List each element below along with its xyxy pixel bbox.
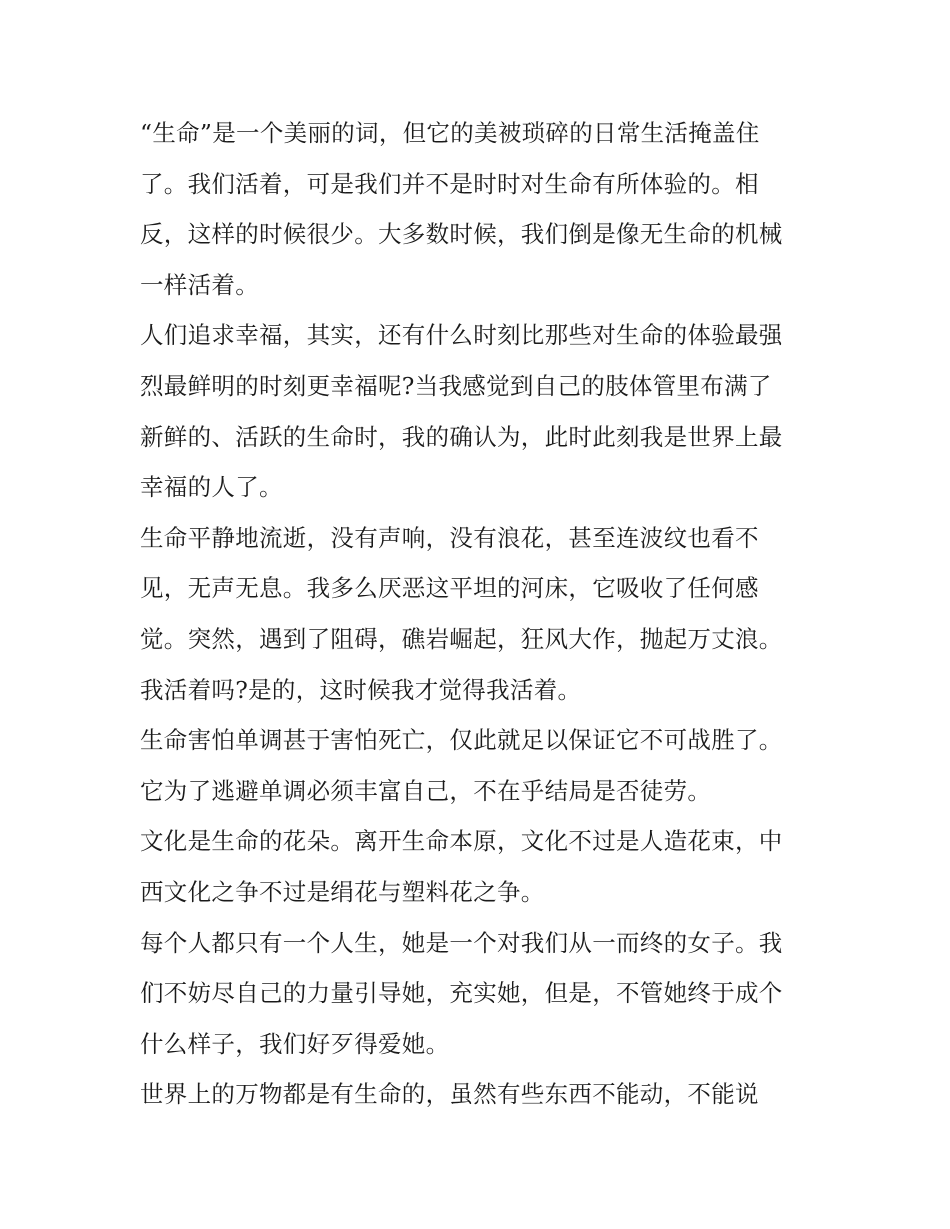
text-line-15: 文化是生命的花朵。离开生命本原，文化不过是人造花束，中 xyxy=(140,827,783,856)
text-line-19: 什么样子，我们好歹得爱她。 xyxy=(140,1029,450,1058)
body-text xyxy=(140,108,820,1120)
text-line-20: 世界上的万物都是有生命的，虽然有些东西不能动，不能说 xyxy=(140,1080,759,1109)
text-line-3: 反，这样的时候很少。大多数时候，我们倒是像无生命的机械 xyxy=(140,220,783,249)
text-line-17: 每个人都只有一个人生，她是一个对我们从一而终的女子。我 xyxy=(140,928,783,957)
text-line-6: 烈最鲜明的时刻更幸福呢?当我感觉到自己的肢体管里布满了 xyxy=(140,371,772,400)
text-line-2: 了。我们活着，可是我们并不是时时对生命有所体验的。相 xyxy=(140,169,759,198)
text-line-13: 生命害怕单调甚于害怕死亡，仅此就足以保证它不可战胜了。 xyxy=(140,726,783,755)
text-line-4: 一样活着。 xyxy=(140,270,259,299)
text-line-11: 觉。突然，遇到了阻碍，礁岩崛起，狂风大作，抛起万丈浪。 xyxy=(140,624,783,653)
text-line-14: 它为了逃避单调必须丰富自己，不在乎结局是否徒劳。 xyxy=(140,776,712,805)
text-line-18: 们不妨尽自己的力量引导她，充实她，但是，不管她终于成个 xyxy=(140,979,783,1008)
text-line-5: 人们追求幸福，其实，还有什么时刻比那些对生命的体验最强 xyxy=(140,321,783,350)
text-line-7: 新鲜的、活跃的生命时，我的确认为，此时此刻我是世界上最 xyxy=(140,422,783,451)
text-line-8: 幸福的人了。 xyxy=(140,473,283,502)
text-line-16: 西文化之争不过是绢花与塑料花之争。 xyxy=(140,877,545,906)
text-line-1: “生命”是一个美丽的词，但它的美被琐碎的日常生活掩盖住 xyxy=(140,119,760,147)
text-line-10: 见，无声无息。我多么厌恶这平坦的河床，它吸收了任何感 xyxy=(140,574,759,603)
text-line-12: 我活着吗?是的，这时候我才觉得我活着。 xyxy=(140,675,582,704)
text-line-9: 生命平静地流逝，没有声响，没有浪花，甚至连波纹也看不 xyxy=(140,523,759,552)
